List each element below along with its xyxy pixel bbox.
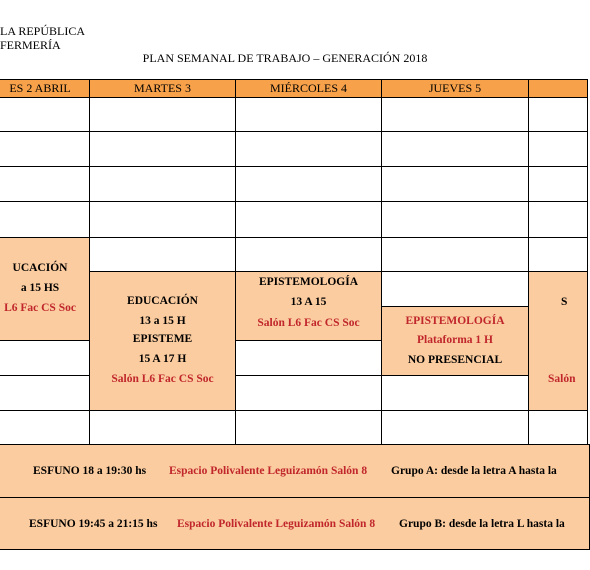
empty-cell <box>235 340 382 376</box>
class-subject: EPISTEMOLOGÍA <box>405 315 505 327</box>
empty-cell <box>0 131 90 167</box>
band-group: Grupo A: desde la letra A hasta la <box>391 465 557 477</box>
empty-cell <box>0 201 90 238</box>
empty-cell <box>89 131 236 167</box>
empty-cell <box>0 410 90 445</box>
empty-cell <box>0 340 90 376</box>
empty-cell <box>528 166 588 202</box>
column-header-thursday: JUEVES 5 <box>381 79 529 98</box>
column-header-tuesday: MARTES 3 <box>89 79 236 98</box>
class-subject: EPISTEMOLOGÍA <box>258 276 359 288</box>
document-title: PLAN SEMANAL DE TRABAJO – GENERACIÓN 2018 <box>142 51 428 65</box>
empty-cell <box>528 410 588 445</box>
empty-cell <box>235 166 382 202</box>
class-block-monday <box>0 237 90 341</box>
institution-line-2: FERMERÍA <box>0 38 61 52</box>
empty-cell <box>235 97 382 132</box>
empty-cell <box>89 166 236 202</box>
class-time: 15 A 17 H <box>138 353 187 365</box>
empty-cell <box>381 201 529 238</box>
class-block-friday <box>528 271 588 411</box>
empty-cell <box>381 410 529 445</box>
class-block-tuesday <box>89 271 236 411</box>
empty-cell <box>0 375 90 411</box>
empty-cell <box>89 201 236 238</box>
class-subject: EPISTEME <box>132 333 193 345</box>
class-mode: NO PRESENCIAL <box>407 354 503 366</box>
empty-cell <box>381 166 529 202</box>
class-time: 13 a 15 H <box>139 315 186 327</box>
class-location: Salón <box>548 373 576 385</box>
empty-cell <box>89 97 236 132</box>
empty-cell <box>235 410 382 445</box>
class-location: Salón L6 Fac CS Soc <box>257 317 360 329</box>
class-subject: S <box>561 296 568 308</box>
band-group: Grupo B: desde la letra L hasta la <box>399 518 565 530</box>
empty-cell <box>528 237 588 272</box>
empty-cell <box>235 375 382 411</box>
class-block-wednesday <box>235 271 382 341</box>
empty-cell <box>0 97 90 132</box>
empty-cell <box>0 166 90 202</box>
class-subject: UCACIÓN <box>12 262 68 274</box>
class-subject: EDUCACIÓN <box>127 295 198 307</box>
class-location: Salón L6 Fac CS Soc <box>111 373 214 385</box>
empty-cell <box>235 201 382 238</box>
empty-cell <box>89 410 236 445</box>
empty-cell <box>235 131 382 167</box>
band-location: Espacio Polivalente Leguizamón Salón 8 <box>177 518 376 530</box>
esfuno-group-b-row <box>0 497 590 550</box>
empty-cell <box>381 131 529 167</box>
class-location: L6 Fac CS Soc <box>4 302 76 314</box>
esfuno-group-a-row <box>0 444 590 498</box>
class-time: a 15 HS <box>20 282 60 294</box>
institution-line-1: LA REPÚBLICA <box>0 24 86 38</box>
column-header-wednesday: MIÉRCOLES 4 <box>235 79 382 98</box>
column-header-friday <box>528 79 588 98</box>
band-subject: ESFUNO 19:45 a 21:15 hs <box>29 518 158 530</box>
band-location: Espacio Polivalente Leguizamón Salón 8 <box>169 465 368 477</box>
empty-cell <box>528 201 588 238</box>
empty-cell <box>381 271 529 307</box>
empty-cell <box>381 97 529 132</box>
empty-cell <box>381 237 529 272</box>
band-subject: ESFUNO 18 a 19:30 hs <box>33 465 147 477</box>
class-block-thursday <box>381 306 529 376</box>
column-header-monday: ES 2 ABRIL <box>0 79 90 98</box>
empty-cell <box>89 237 236 272</box>
empty-cell <box>381 375 529 411</box>
class-platform: Plataforma 1 H <box>416 334 493 346</box>
empty-cell <box>528 131 588 167</box>
empty-cell <box>528 97 588 132</box>
class-time: 13 A 15 <box>290 296 327 308</box>
